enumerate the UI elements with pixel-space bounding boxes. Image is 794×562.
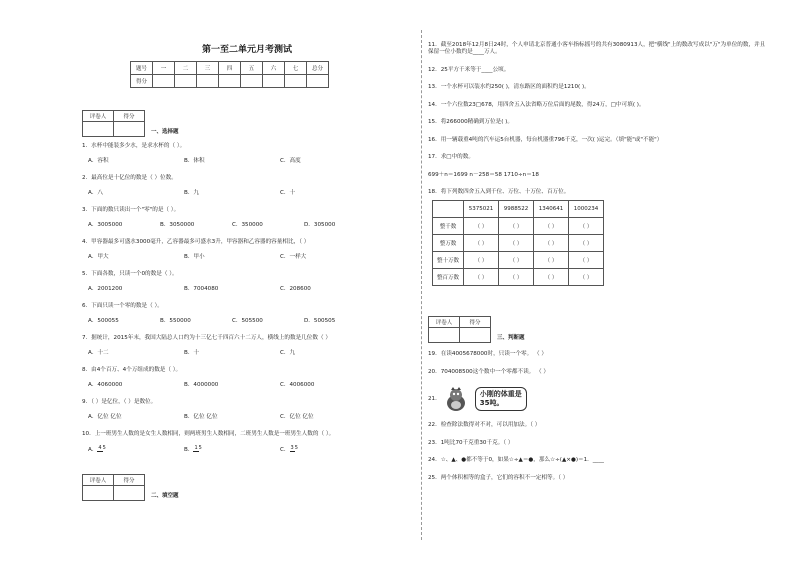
rounding-answer-cell[interactable]: （ ） bbox=[569, 269, 604, 286]
section-judge-header bbox=[428, 316, 768, 343]
choice-options bbox=[88, 222, 412, 229]
option-label: B．550000 bbox=[160, 318, 191, 324]
option-label: D．305000 bbox=[304, 222, 336, 228]
rounding-answer-cell[interactable]: （ ） bbox=[534, 269, 569, 286]
rounding-answer-cell[interactable]: （ ） bbox=[464, 269, 499, 286]
rounding-answer-cell[interactable]: （ ） bbox=[499, 269, 534, 286]
choice-option[interactable] bbox=[280, 190, 376, 197]
option-label: B．十 bbox=[184, 350, 200, 356]
choice-option[interactable] bbox=[184, 158, 280, 165]
score-header-cell: 六 bbox=[263, 62, 285, 75]
choice-option[interactable] bbox=[88, 158, 184, 165]
rounding-column-header: 1340641 bbox=[534, 201, 569, 218]
judge-question-21 bbox=[428, 386, 768, 412]
score-input-cell[interactable] bbox=[175, 75, 197, 88]
choice-option[interactable] bbox=[280, 382, 376, 389]
option-label: A．十二 bbox=[88, 350, 109, 356]
option-label: B．亿位 亿位 bbox=[184, 414, 218, 420]
rounding-row-header: 整百万数 bbox=[433, 269, 464, 286]
choice-option[interactable] bbox=[184, 382, 280, 389]
fraction-denominator: 5 bbox=[294, 445, 298, 451]
cartoon-character-icon bbox=[441, 386, 471, 412]
choice-questions bbox=[82, 143, 412, 454]
choice-option[interactable] bbox=[280, 350, 376, 357]
rounding-answer-cell[interactable]: （ ） bbox=[569, 218, 604, 235]
judge-question: 24．☆、▲、●都不等于0，如果☆÷▲＝●，那么☆÷(▲×●)＝1．____ bbox=[428, 457, 604, 463]
choice-options bbox=[88, 446, 412, 454]
option-label: C．高度 bbox=[280, 158, 301, 164]
choice-question: 5．下面各数，只读一个0的数是（ ）。 bbox=[82, 271, 178, 277]
choice-question: 4．甲容器最多可盛水3000毫升，乙容器最多可盛水3升，甲容器和乙容器的容量相比，（ ） bbox=[82, 239, 310, 245]
grader-name-cell[interactable] bbox=[83, 122, 114, 137]
rounding-column-header: 9988522 bbox=[499, 201, 534, 218]
choice-option[interactable] bbox=[88, 286, 184, 293]
option-label: C．350000 bbox=[232, 222, 263, 228]
score-header-cell: 二 bbox=[175, 62, 197, 75]
choice-option[interactable] bbox=[88, 382, 184, 389]
rounding-answer-cell[interactable]: （ ） bbox=[464, 218, 499, 235]
choice-option[interactable] bbox=[280, 286, 376, 293]
option-label: C．十 bbox=[280, 190, 296, 196]
option-label: B．4000000 bbox=[184, 382, 219, 388]
option-label: D．500505 bbox=[304, 318, 336, 324]
rounding-column-header: 5375021 bbox=[464, 201, 499, 218]
fill-question: 11．截至2018年12月8日24时，个人申请北京普通小客车指标摇号的共有3080913人，把"横线"上的数改写成以"万"为单位的数，并且保留一位小数约是____万人。 bbox=[428, 42, 766, 55]
grader-box bbox=[82, 474, 145, 501]
rounding-answer-cell[interactable]: （ ） bbox=[499, 252, 534, 269]
option-label: B．3050000 bbox=[160, 222, 195, 228]
rounding-answer-cell[interactable]: （ ） bbox=[464, 235, 499, 252]
rounding-row-header: 整千数 bbox=[433, 218, 464, 235]
fill-question: 18．将下列数四舍五入到千位、万位、十万位、百万位。 bbox=[428, 189, 570, 195]
choice-option[interactable] bbox=[304, 222, 376, 229]
rounding-answer-cell[interactable]: （ ） bbox=[569, 252, 604, 269]
fraction-denominator: 5 bbox=[102, 445, 106, 451]
section-fill-header bbox=[82, 474, 412, 501]
grader-score-cell[interactable] bbox=[460, 328, 491, 343]
score-input-cell[interactable] bbox=[263, 75, 285, 88]
option-label: B．体积 bbox=[184, 158, 205, 164]
choice-option[interactable] bbox=[88, 414, 184, 421]
fill-questions bbox=[428, 42, 768, 196]
option-label: B．甲小 bbox=[184, 254, 205, 260]
bubble-line: 35吨。 bbox=[479, 399, 504, 407]
rounding-answer-cell[interactable]: （ ） bbox=[534, 252, 569, 269]
grader-label: 评卷人 bbox=[83, 111, 114, 122]
option-label: A．甲大 bbox=[88, 254, 109, 260]
judge-questions bbox=[428, 351, 768, 482]
score-input-cell[interactable] bbox=[153, 75, 175, 88]
choice-question: 9．（ ）是亿位，（ ）是数位。 bbox=[82, 399, 157, 405]
section-choice-header bbox=[82, 110, 412, 137]
rounding-answer-cell[interactable]: （ ） bbox=[499, 218, 534, 235]
choice-option[interactable] bbox=[280, 414, 376, 421]
option-label: C．208600 bbox=[280, 286, 311, 292]
grader-box bbox=[82, 110, 145, 137]
judge-question: 23．1吨比70千克重30千克。（ ） bbox=[428, 439, 514, 446]
choice-options bbox=[88, 158, 412, 165]
rounding-corner-cell bbox=[433, 201, 464, 218]
option-label: C．505500 bbox=[232, 318, 263, 324]
grader-score-label: 得分 bbox=[114, 474, 145, 485]
fraction-denominator: 5 bbox=[198, 445, 202, 451]
choice-options bbox=[88, 414, 412, 421]
choice-options bbox=[88, 286, 412, 293]
score-header-cell: 四 bbox=[219, 62, 241, 75]
choice-option[interactable] bbox=[184, 446, 280, 454]
option-label: A．2001200 bbox=[88, 286, 123, 292]
choice-question: 2．最高位是十亿位的数是（ ）位数。 bbox=[82, 175, 177, 181]
choice-option[interactable] bbox=[184, 190, 280, 197]
score-header-cell: 七 bbox=[285, 62, 307, 75]
fraction-numerator: 4 bbox=[98, 445, 102, 451]
judge-question: 25．两个体积相等的盒子，它们的容积不一定相等。（ ） bbox=[428, 474, 569, 481]
score-input-cell[interactable] bbox=[197, 75, 219, 88]
choice-option[interactable] bbox=[184, 286, 280, 293]
option-label: B．7004080 bbox=[184, 286, 219, 292]
rounding-answer-cell[interactable]: （ ） bbox=[464, 252, 499, 269]
option-label: A．3005000 bbox=[88, 222, 123, 228]
rounding-row bbox=[433, 235, 604, 252]
choice-option[interactable] bbox=[88, 190, 184, 197]
page-title: 第一至二单元月考测试 bbox=[201, 45, 292, 55]
score-header-cell: 总分 bbox=[307, 62, 329, 75]
score-header-cell: 一 bbox=[153, 62, 175, 75]
choice-option[interactable] bbox=[304, 318, 376, 325]
choice-options bbox=[88, 254, 412, 261]
option-label: A．500055 bbox=[88, 318, 119, 324]
fill-question: 16．用一辆载重4吨的汽车运5台机器，每台机器重796千克，一次( )运完。（填"能"或"不能"） bbox=[428, 136, 663, 143]
grader-score-cell[interactable] bbox=[114, 122, 145, 137]
judge-question: 22．检查除法数得对不对，可以用加法。（ ） bbox=[428, 422, 541, 428]
left-column bbox=[82, 36, 412, 501]
column-divider bbox=[421, 30, 422, 540]
grader-score-label: 得分 bbox=[114, 111, 145, 122]
choice-option[interactable] bbox=[88, 350, 184, 357]
choice-option[interactable] bbox=[232, 318, 304, 325]
fill-question: 12．25平方千米等于____公顷。 bbox=[428, 66, 510, 73]
rounding-answer-cell[interactable]: （ ） bbox=[534, 218, 569, 235]
choice-options bbox=[88, 318, 412, 325]
option-label: A．容积 bbox=[88, 158, 109, 164]
rounding-row-header: 整十万数 bbox=[433, 252, 464, 269]
option-label: A．八 bbox=[88, 190, 104, 196]
fill-question: 15．将266000精确到万位是( )。 bbox=[428, 119, 513, 125]
rounding-column-header: 1000234 bbox=[569, 201, 604, 218]
judge-question: 20．704008500这个数中一个零都不读。 （ ） bbox=[428, 368, 550, 375]
rounding-table bbox=[432, 200, 604, 286]
judge-question-number: 21． bbox=[428, 395, 441, 402]
choice-option[interactable] bbox=[88, 318, 160, 325]
grader-name-cell[interactable] bbox=[83, 485, 114, 500]
choice-option[interactable] bbox=[184, 414, 280, 421]
score-input-cell[interactable] bbox=[307, 75, 329, 88]
fill-question: 17．求□中的数。 bbox=[428, 154, 474, 160]
choice-options bbox=[88, 350, 412, 357]
score-table bbox=[130, 61, 329, 88]
choice-question: 3．下面的数只读出一个"零"的是（ ）。 bbox=[82, 207, 180, 213]
choice-options bbox=[88, 190, 412, 197]
option-label: C．一样大 bbox=[280, 254, 307, 260]
speech-bubble bbox=[475, 387, 527, 411]
judge-question: 19．在读4005678000时，只读一个零。 （ ） bbox=[428, 351, 547, 357]
option-label: A．4060000 bbox=[88, 382, 123, 388]
rounding-row-header: 整万数 bbox=[433, 235, 464, 252]
rounding-row bbox=[433, 269, 604, 286]
fraction bbox=[290, 446, 298, 452]
fraction-numerator: 1 bbox=[194, 445, 198, 451]
choice-option[interactable] bbox=[184, 350, 280, 357]
grader-box bbox=[428, 316, 491, 343]
choice-option[interactable] bbox=[184, 254, 280, 261]
rounding-answer-cell[interactable]: （ ） bbox=[499, 235, 534, 252]
score-input-cell[interactable] bbox=[219, 75, 241, 88]
score-header-cell: 三 bbox=[197, 62, 219, 75]
fill-question: 699＋n＝1699 n－258＝58 1710÷n＝18 bbox=[428, 171, 539, 178]
section-title: 一、选择题 bbox=[151, 129, 179, 135]
choice-option[interactable] bbox=[88, 446, 184, 454]
score-row-label: 得分 bbox=[131, 75, 153, 88]
section-title: 二、填空题 bbox=[151, 492, 179, 499]
choice-option[interactable] bbox=[280, 254, 376, 261]
grader-label: 评卷人 bbox=[429, 317, 460, 328]
choice-option[interactable] bbox=[232, 222, 304, 229]
grader-name-cell[interactable] bbox=[429, 328, 460, 343]
right-column bbox=[428, 36, 768, 492]
choice-options bbox=[88, 382, 412, 389]
choice-question: 6．下面只读一个零的数是（ ）。 bbox=[82, 303, 163, 309]
score-header-cell: 题号 bbox=[131, 62, 153, 75]
rounding-answer-cell[interactable]: （ ） bbox=[534, 235, 569, 252]
score-input-cell[interactable] bbox=[285, 75, 307, 88]
option-label: B． bbox=[184, 446, 194, 453]
grader-score-cell[interactable] bbox=[114, 485, 145, 500]
bubble-line: 小刚的体重是 bbox=[479, 390, 522, 398]
fill-question: 14．一个六位数23□678，用四舍五入法省略万位后面的尾数，得24万，□中可填( )。 bbox=[428, 101, 645, 108]
option-label: A．亿位 亿位 bbox=[88, 414, 122, 420]
choice-option[interactable] bbox=[160, 318, 232, 325]
section-title: 三、判断题 bbox=[497, 335, 525, 341]
grader-score-label: 得分 bbox=[460, 317, 491, 328]
choice-option[interactable] bbox=[280, 158, 376, 165]
fraction-numerator: 3 bbox=[290, 445, 294, 451]
option-label: C． bbox=[280, 446, 290, 453]
option-label: B．九 bbox=[184, 190, 200, 196]
choice-option[interactable] bbox=[160, 222, 232, 229]
choice-option[interactable] bbox=[88, 254, 184, 261]
option-label: C．九 bbox=[280, 350, 296, 356]
choice-option[interactable] bbox=[88, 222, 160, 229]
choice-question: 1．水杯中能装多少水，是求水杯的（ ）。 bbox=[82, 143, 186, 149]
option-label: C．亿位 亿位 bbox=[280, 414, 314, 420]
score-header-cell: 五 bbox=[241, 62, 263, 75]
choice-question: 7．据统计，2015年末，我国大陆总人口约为十三亿七千四百六十二万人，横线上的数是几位数（ ） bbox=[82, 335, 331, 341]
choice-question: 10．上一班男生人数的是女生人数相同，则两班男生人数相同，二班男生人数是一班男生人数的（ ）。 bbox=[82, 431, 335, 437]
fraction bbox=[97, 446, 105, 452]
option-label: A． bbox=[88, 446, 98, 453]
grader-label: 评卷人 bbox=[83, 474, 114, 485]
fraction bbox=[193, 446, 201, 452]
choice-question: 8．由4个百万、4个万组成的数是（ ）。 bbox=[82, 367, 182, 373]
fill-question: 13．一个水杯可以装水约250( )，清东路区的面积约是1210( )。 bbox=[428, 84, 590, 90]
rounding-row bbox=[433, 218, 604, 235]
score-input-cell[interactable] bbox=[241, 75, 263, 88]
option-label: C．4006000 bbox=[280, 382, 315, 388]
rounding-answer-cell[interactable]: （ ） bbox=[569, 235, 604, 252]
rounding-row bbox=[433, 252, 604, 269]
choice-option[interactable] bbox=[280, 446, 376, 454]
